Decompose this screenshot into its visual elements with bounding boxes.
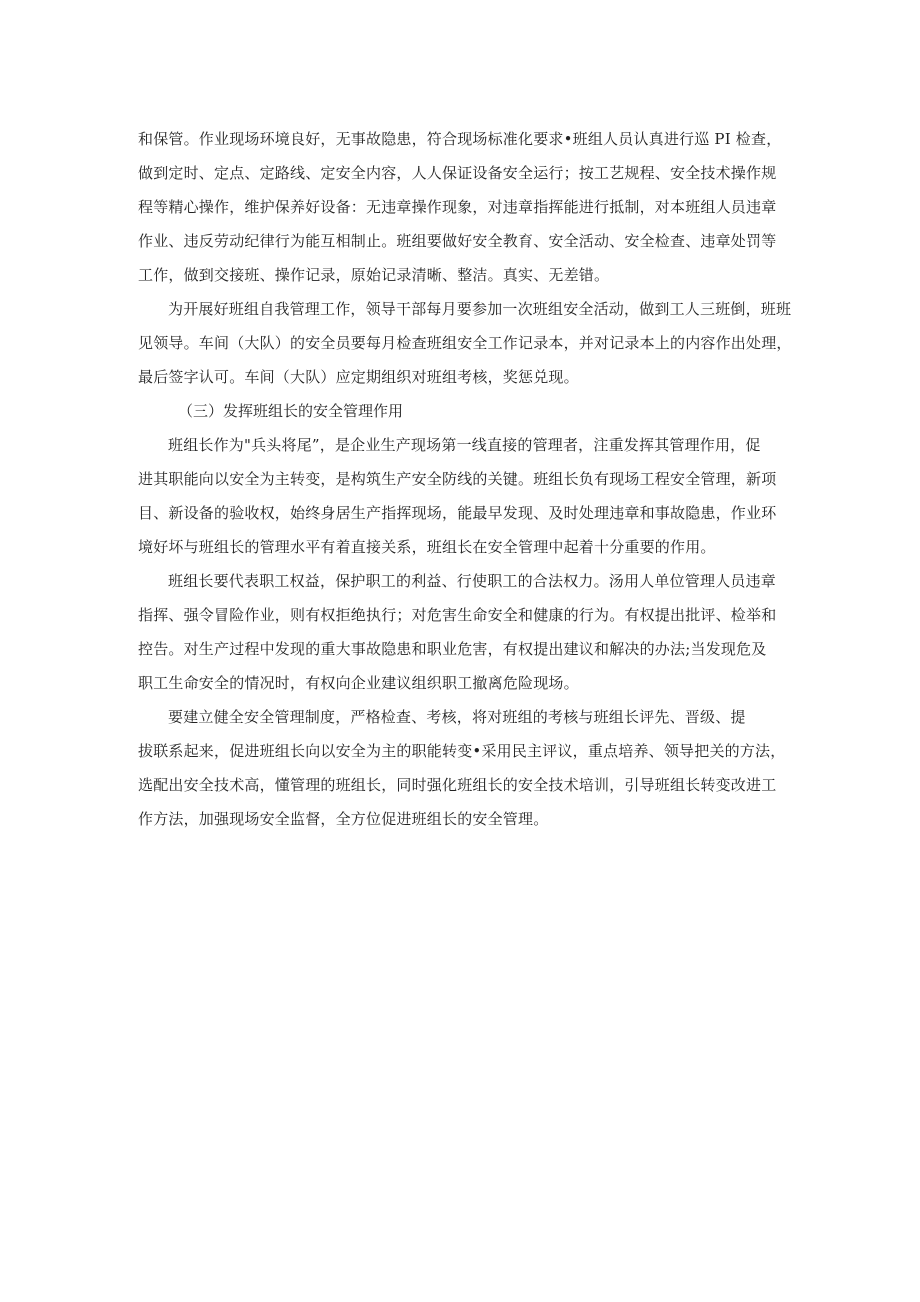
paragraph-4 [138, 564, 798, 700]
paragraph-1 [138, 122, 798, 292]
paragraph-2 [138, 292, 798, 394]
paragraph-5 [138, 700, 798, 836]
paragraph-line: 工作，做到交接班、操作记录，原始记录清晰、整洁。真实、无差错。 [138, 266, 610, 284]
section-heading: （三）发挥班组长的安全管理作用 [178, 402, 404, 420]
paragraph-line: 和保管。作业现场环境良好，无事故隐患，符合现场标准化要求•班组人员认真进行巡 PI 检查， [138, 130, 782, 148]
paragraph-line: 拔联系起来，促进班组长向以安全为主的职能转变•采用民主评议，重点培养、领导把关的方法， [138, 742, 786, 760]
paragraph-line: 做到定时、定点、定路线、定安全内容，人人保证设备安全运行；按工艺规程、安全技术操作规 [138, 164, 777, 182]
paragraph-line: 要建立健全安全管理制度，严格检查、考核，将对班组的考核与班组长评先、晋级、提 [168, 708, 746, 726]
paragraph-line: 选配出安全技术高，懂管理的班组长，同时强化班组长的安全技术培训，引导班组长转变改进工 [138, 776, 777, 794]
paragraph-line: 班组长要代表职工权益，保护职工的利益、行使职工的合法权力。汤用人单位管理人员违章 [168, 572, 777, 590]
paragraph-line: 作业、违反劳动纪律行为能互相制止。班组要做好安全教育、安全活动、安全检查、违章处罚等 [138, 232, 777, 250]
paragraph-line: 为开展好班组自我管理工作，领导干部每月要参加一次班组安全活动，做到工人三班倒，班班 [168, 300, 792, 318]
paragraph-line: 境好坏与班组长的管理水平有着直接关系，班组长在安全管理中起着十分重要的作用。 [138, 538, 716, 556]
paragraph-line: 进其职能向以安全为主转变，是构筑生产安全防线的关键。班组长负有现场工程安全管理，新项 [138, 470, 777, 488]
paragraph-line: 作方法，加强现场安全监督，全方位促进班组长的安全管理。 [138, 810, 549, 828]
paragraph-line: 班组长作为"兵头将尾”，是企业生产现场第一线直接的管理者，注重发挥其管理作用，促 [168, 436, 761, 454]
paragraph-line: 指挥、强令冒险作业，则有权拒绝执行；对危害生命安全和健康的行为。有权提出批评、检举和 [138, 606, 777, 624]
paragraph-line: 程等精心操作，维护保养好设备：无违章操作现象，对违章指挥能进行抵制，对本班组人员违章 [138, 198, 777, 216]
paragraph-line: 职工生命安全的情况时，有权向企业建议组织职工撤离危险现场。 [138, 674, 579, 692]
document-body [138, 122, 798, 836]
paragraph-line: 目、新设备的验收权，始终身居生产指挥现场，能最早发现、及时处理违章和事故隐患，作业环 [138, 504, 777, 522]
paragraph-line: 最后签字认可。车间（大队）应定期组织对班组考核，奖惩兑现。 [138, 368, 579, 386]
paragraph-3 [138, 428, 798, 564]
paragraph-line: 控告。对生产过程中发现的重大事故隐患和职业危害，有权提出建议和解决的办法;当发现危及 [138, 640, 767, 658]
paragraph-line: 见领导。车间（大队）的安全员要每月检查班组安全工作记录本，并对记录本上的内容作出处理， [138, 334, 792, 352]
